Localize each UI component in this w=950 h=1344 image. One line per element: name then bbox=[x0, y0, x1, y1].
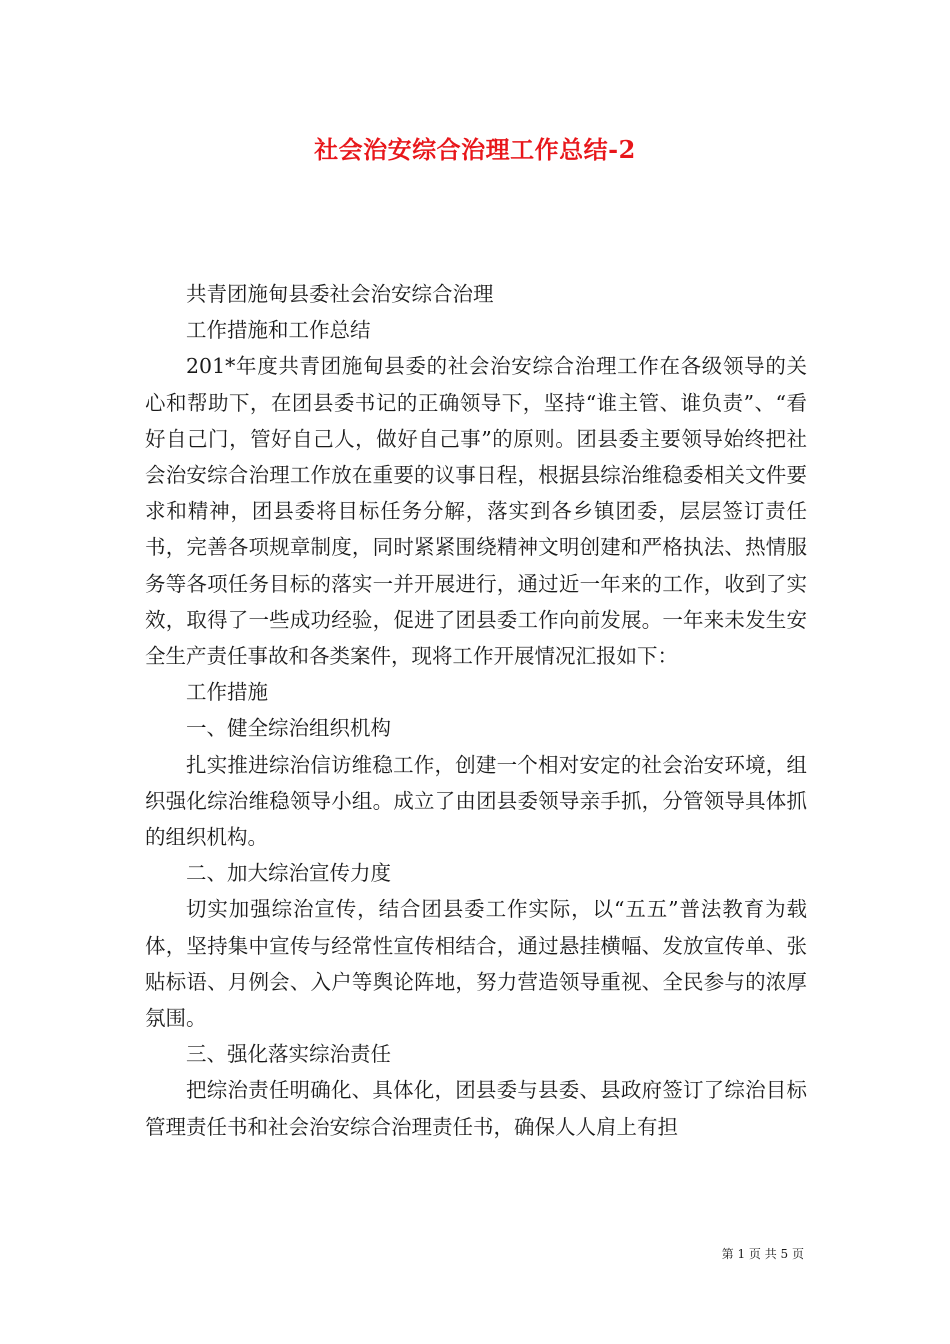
section-heading-measures: 工作措施 bbox=[186, 680, 268, 705]
section-heading-3: 三、强化落实综治责任 bbox=[186, 1042, 391, 1067]
paragraph-heading-org: 共青团施甸县委社会治安综合治理 bbox=[186, 282, 494, 306]
page-title: 社会治安综合治理工作总结-2 bbox=[314, 135, 636, 164]
section-heading-2: 二、加大综治宣传力度 bbox=[186, 861, 391, 886]
document-body bbox=[145, 276, 807, 1145]
paragraph-section-2: 切实加强综治宣传，结合团县委工作实际，以“五五”普法教育为载体，坚持集中宣传与经常性宣传相结合，通过悬挂横幅、发放宣传单、张贴标语、月例会、入户等舆论阵地，努力营造领导重视、全民参与的浓厚氛围。 bbox=[145, 897, 807, 1031]
section-heading-1: 一、健全综治组织机构 bbox=[186, 716, 391, 741]
paragraph-section-1: 扎实推进综治信访维稳工作，创建一个相对安定的社会治安环境，组织强化综治维稳领导小组。成立了由团县委领导亲手抓，分管领导具体抓的组织机构。 bbox=[145, 752, 807, 850]
paragraph-intro: 201*年度共青团施甸县委的社会治安综合治理工作在各级领导的关心和帮助下，在团县委书记的正确领导下，坚持“谁主管、谁负责”、“看好自己门，管好自己人，做好自己事”的原则。团县委主要领导始终把社会治安综合治理工作放在重要的议事日程，根据县综治维稳委相关文件要求和精神，团县委将目标任务分解，落实到各乡镇团委，层层签订责任书，完善各项规章制度，同时紧紧围绕精神文明创建和严格执法、热情服务等各项任务目标的落实一并开展进行，通过近一年来的工作，收到了实效，取得了一些成功经验，促进了团县委工作向前发展。一年来未发生安全生产责任事故和各类案件，现将工作开展情况汇报如下： bbox=[145, 354, 807, 669]
page-number-footer: 第 1 页 共 5 页 bbox=[721, 1247, 804, 1261]
paragraph-section-3: 把综治责任明确化、具体化，团县委与县委、县政府签订了综治目标管理责任书和社会治安综合治理责任书，确保人人肩上有担 bbox=[145, 1078, 807, 1139]
paragraph-heading-subtitle: 工作措施和工作总结 bbox=[186, 318, 371, 343]
